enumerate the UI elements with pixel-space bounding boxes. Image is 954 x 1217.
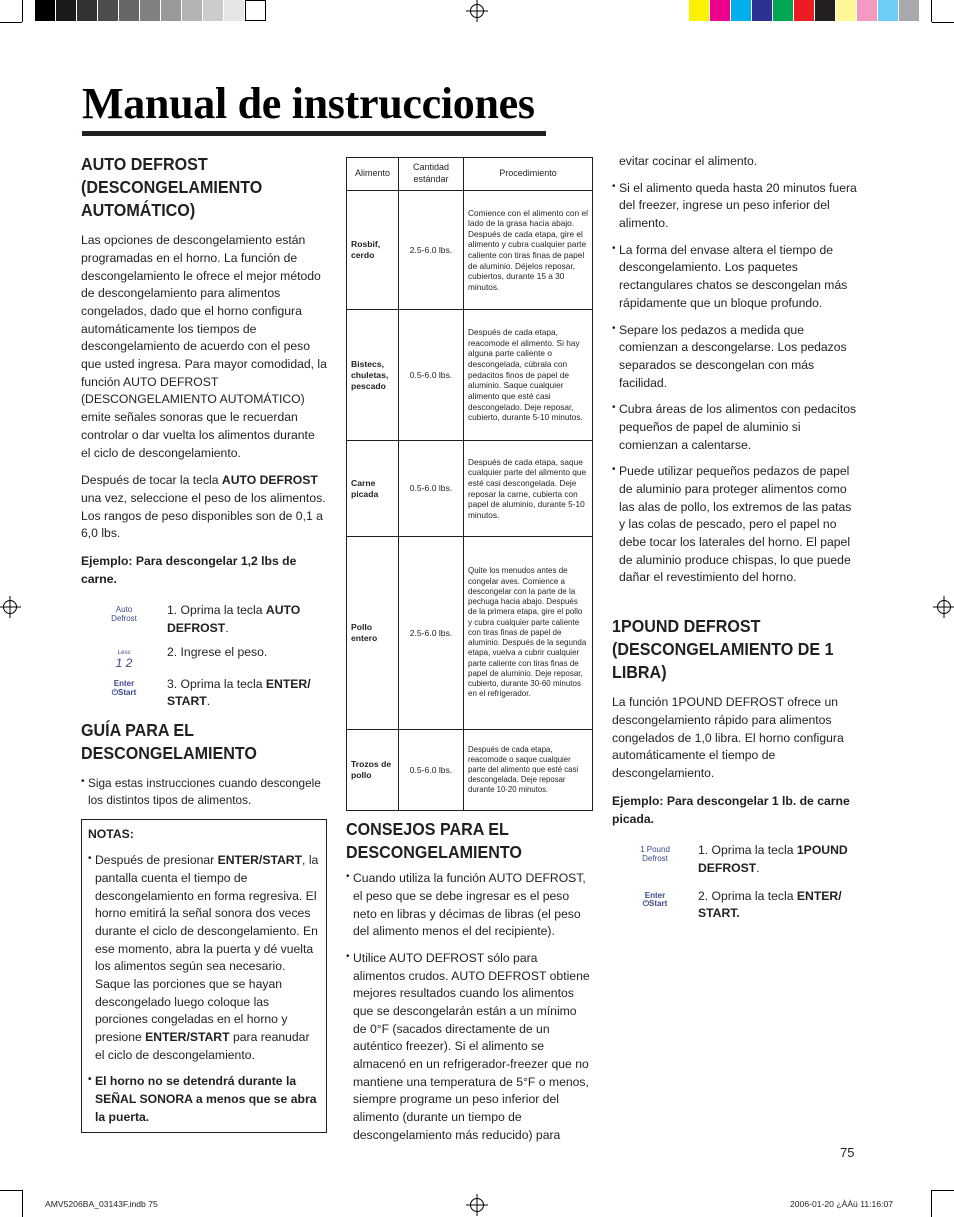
column-header: Alimento — [347, 158, 399, 191]
color-swatch — [56, 0, 77, 21]
notes-box — [81, 819, 327, 1133]
text-run: . — [225, 621, 229, 636]
registration-mark-icon — [937, 600, 951, 614]
quantity-cell: 0.5-6.0 lbs. — [399, 310, 464, 441]
food-cell: Rosbif, cerdo — [347, 191, 399, 310]
footer-file-info: AMV5206BA_03143F.indb 75 — [45, 1199, 158, 1209]
page-number: 75 — [840, 1145, 855, 1160]
auto-defrost-heading: AUTO DEFROST (DESCONGELAMIENTO AUTOMÁTICO) — [81, 154, 263, 221]
tip-continuation: evitar cocinar el alimento. — [619, 154, 758, 168]
step-3 — [81, 676, 327, 711]
color-swatch — [878, 0, 899, 21]
quantity-cell: 2.5-6.0 lbs. — [399, 191, 464, 310]
text-run: una vez, seleccione el peso de los alimentos. Los rangos de peso disponibles son de 0,1 a 6,0 lbs. — [81, 490, 326, 541]
crop-mark — [22, 1190, 23, 1217]
crop-mark — [22, 0, 23, 22]
key-label: Auto — [115, 605, 133, 615]
title-underline — [82, 131, 546, 136]
color-swatch — [857, 0, 878, 21]
quantity-cell: 2.5-6.0 lbs. — [399, 537, 464, 730]
table-row — [347, 730, 593, 811]
procedure-cell: Después de cada etapa, reacomode el alimento. Si hay alguna parte caliente o descongelada, cúbrala con pedacitos finos de papel de aluminio. Saque cualquier alimento que esté casi descongelado. Deje reposar, cubierto, durante 5-10 minutos. — [464, 310, 593, 441]
color-swatch — [140, 0, 161, 21]
color-swatch — [245, 0, 266, 21]
footer-timestamp: 2006-01-20 ¿ÀÀü 11:16:07 — [790, 1199, 894, 1209]
tip-item: • Cubra áreas de los alimentos con pedacitos pequeños de papel de aluminio si comienzan a calentarse. — [612, 401, 857, 454]
defrost-guide-table — [346, 157, 593, 811]
note-item — [88, 852, 320, 1064]
key-label-text: Start — [118, 687, 137, 697]
pound-defrost-intro: La función 1POUND DEFROST ofrece un descongelamiento rápido para alimentos congelados de 1,0 libra. El horno configura automáticamente el tiempo de descongelamiento. — [612, 695, 844, 781]
column-header: Procedimiento — [464, 158, 593, 191]
text-run: Después de tocar la tecla — [81, 473, 222, 488]
table-row — [347, 310, 593, 441]
key-label: Enter — [644, 890, 666, 900]
key-name: 1POUND DEFROST — [698, 843, 848, 875]
enter-start-key-icon — [81, 676, 167, 698]
auto-defrost-instructions — [81, 472, 327, 543]
key-label: Defrost — [642, 854, 668, 864]
text-run: 2. Oprima la tecla — [698, 888, 797, 903]
key-name: ENTER/START — [145, 1030, 230, 1045]
table-row — [347, 537, 593, 730]
step-text — [698, 888, 857, 923]
right-column — [612, 153, 857, 929]
registration-mark-icon — [3, 600, 17, 614]
color-swatch — [119, 0, 140, 21]
gray-color-bar — [35, 0, 266, 21]
key-label: 1 Pound — [640, 845, 670, 855]
key-label: Less — [117, 649, 131, 656]
text-run: 2. Ingrese el peso. — [167, 644, 268, 659]
key-name: AUTO DEFROST — [167, 603, 301, 636]
note-item: • El horno no se detendrá durante la SEÑAL SONORA a menos que se abra la puerta. — [88, 1073, 320, 1126]
food-cell: Trozos de pollo — [347, 730, 399, 811]
text-run: , la pantalla cuenta el tiempo de descongelamiento en forma regresiva. El horno emitirá la señal sonora dos veces durante el ciclo de descongelamiento. En ese momento, abra la puerta y dé vuelta los alimentos según sea necesario. Saque las porciones que se hayan descongelado luego coloque las porciones congeladas en el horno y presione — [95, 853, 319, 1045]
color-swatch — [689, 0, 710, 21]
procedure-cell: Quite los menudos antes de congelar aves. Comience a descongelar con la parte de la pechuga hacia abajo. Después de la primera etapa, gire el pollo y cubra cualquier parte caliente con tiras finas de papel de aluminio. Después de la segunda etapa, vuelva a cubrir cualquier parte caliente con tiras finas de papel de aluminio. Deje reposar, cubierto, durante 30-60 minutos en el refrigerador. — [464, 537, 593, 730]
color-swatch — [161, 0, 182, 21]
color-swatch — [77, 0, 98, 21]
tip-item: • La forma del envase altera el tiempo de descongelamiento. Los paquetes rectangulares chatos se descongelan más rápidamente que un bloque profundo. — [612, 242, 857, 313]
food-cell: Pollo entero — [347, 537, 399, 730]
pound-step-1 — [612, 842, 857, 877]
key-label: ⏻︎Start — [111, 687, 137, 697]
guide-bullet: • Siga estas instrucciones cuando descongele los distintos tipos de alimentos. — [81, 775, 327, 809]
crop-mark — [0, 22, 22, 23]
registration-mark-icon — [470, 1198, 484, 1212]
crop-mark — [931, 1190, 932, 1217]
key-label-text: Start — [649, 899, 668, 909]
color-swatch — [224, 0, 245, 21]
auto-defrost-section — [81, 153, 327, 1133]
procedure-cell: Después de cada etapa, reacomode o saque cualquier parte del alimento que esté casi descongelada. Deje reposar durante 10-20 minutos. — [464, 730, 593, 811]
key-label: 1 2 — [115, 655, 133, 670]
quantity-cell: 0.5-6.0 lbs. — [399, 730, 464, 811]
text-run: para reanudar el ciclo de descongelamiento. — [95, 1030, 310, 1062]
step-text — [698, 842, 857, 877]
step-text — [167, 644, 327, 662]
tip-item: • Puede utilizar pequeños pedazos de papel de aluminio para proteger alimentos como las alas de pollo, los extremos de las patas y las colas de pescado, pero el papel no debe tocar los laterales del horno. El papel de aluminio produce chispas, lo que puede dañar el revestimiento del horno. — [612, 463, 857, 587]
color-swatch — [35, 0, 56, 21]
color-swatch — [731, 0, 752, 21]
color-swatch — [752, 0, 773, 21]
color-swatch — [98, 0, 119, 21]
text-run: Después de presionar — [95, 853, 218, 868]
guide-heading: GUÍA PARA EL DESCONGELAMIENTO — [81, 720, 257, 764]
notes-list — [88, 852, 320, 1126]
color-swatch — [203, 0, 224, 21]
procedure-cell: Después de cada etapa, saque cualquier parte del alimento que esté casi descongelada. Deje reposar la carne, cubierta con papel de aluminio, durante 5-10 minutos. — [464, 441, 593, 537]
tips-heading: CONSEJOS PARA EL DESCONGELAMIENTO — [346, 819, 522, 863]
notes-label: NOTAS: — [88, 827, 134, 842]
registration-mark-icon — [470, 4, 484, 18]
tips-list — [346, 870, 592, 1144]
auto-defrost-example: Ejemplo: Para descongelar 1,2 lbs de carne. — [81, 553, 297, 586]
color-swatch — [815, 0, 836, 21]
key-name: ENTER/ START — [167, 676, 311, 709]
color-swatch — [899, 0, 920, 21]
column-header: Cantidad estándar — [399, 158, 464, 191]
tip-item: • Cuando utiliza la función AUTO DEFROST, el peso que se debe ingresar es el peso neto en libras y décimas de libras (el peso del alimento menos el del recipiente). — [346, 870, 592, 941]
color-swatch — [773, 0, 794, 21]
food-cell: Carne picada — [347, 441, 399, 537]
key-name: ENTER/ START. — [698, 888, 842, 921]
key-label: Enter — [113, 678, 135, 688]
text-run: . — [756, 860, 760, 875]
table-row — [347, 191, 593, 310]
pound-defrost-heading: 1POUND DEFROST (DESCONGELAMIENTO DE 1 LIBRA) — [612, 616, 834, 683]
crop-mark — [931, 0, 932, 22]
text-run: 1. Oprima la tecla — [698, 843, 797, 858]
quantity-cell: 0.5-6.0 lbs. — [399, 441, 464, 537]
food-cell: Bistecs, chuletas, pescado — [347, 310, 399, 441]
one-pound-defrost-key-icon — [612, 842, 698, 864]
step-text — [167, 676, 327, 711]
enter-start-key-icon — [612, 888, 698, 910]
crop-mark — [932, 22, 954, 23]
step-text — [167, 602, 327, 637]
number-keys-icon — [81, 644, 167, 670]
crop-mark — [0, 1190, 22, 1191]
tips-list-continued — [612, 180, 857, 587]
step-2 — [81, 644, 327, 670]
auto-defrost-intro: Las opciones de descongelamiento están programadas en el horno. La función de descongelamiento le ofrece el mejor método de descongelamiento para alimentos congelados, dado que el horno configura automáticamente los tiempos de descongelamiento de acuerdo con el peso que usted ingresa. Para mayor comodidad, la función AUTO DEFROST (DESCONGELAMIENTO AUTOMÁTICO) emite señales sonoras que le recuerdan controlar o dar vuelta los alimentos durante el ciclo de descongelamiento. — [81, 233, 327, 460]
procedure-cell: Comience con el alimento con el lado de la grasa hacia abajo. Después de cada etapa, gire el alimento y cubra cualquier parte caliente con tiras finas de papel de aluminio. Déjelos reposar, cubiertos, durante 15 a 30 minutos. — [464, 191, 593, 310]
key-name: ENTER/START — [217, 853, 303, 868]
color-swatch — [836, 0, 857, 21]
tip-item: • Si el alimento queda hasta 20 minutos fuera del freezer, ingrese un peso inferior del alimento. — [612, 180, 857, 233]
guide-list — [81, 775, 327, 809]
tip-item: • Utilice AUTO DEFROST sólo para alimentos crudos. AUTO DEFROST obtiene mejores resultados cuando los alimentos que se descongelarán están a un mínimo de 0°F (sacados directamente de un auténtico freezer). Si el alimento se almacenó en un refrigerador-freezer que no mantiene una temperatura de 5°F o menos, siempre programe un peso inferior del alimento (durante un tiempo de descongelamiento más reducido) para — [346, 950, 592, 1145]
pound-step-2 — [612, 888, 857, 923]
text-run: . — [206, 694, 211, 709]
color-swatch — [182, 0, 203, 21]
color-swatch — [710, 0, 731, 21]
tip-item: • Separe los pedazos a medida que comienzan a descongelarse. Los pedazos separados se descongelan con más facilidad. — [612, 322, 857, 393]
crop-mark — [932, 1190, 954, 1191]
table-row — [347, 441, 593, 537]
text-run: 3. Oprima la tecla — [167, 676, 266, 691]
key-label: ⏻︎Start — [642, 899, 668, 909]
table-header-row — [347, 158, 593, 191]
color-bar — [689, 0, 920, 21]
step-1 — [81, 602, 327, 637]
auto-defrost-key-icon — [81, 602, 167, 624]
text-run: 1. Oprima la tecla — [167, 603, 266, 618]
tips-section — [346, 818, 592, 1154]
pound-defrost-example: Ejemplo: Para descongelar 1 lb. de carne picada. — [612, 793, 850, 826]
key-name: AUTO DEFROST — [221, 473, 318, 488]
page-title: Manual de instrucciones — [82, 79, 535, 128]
color-swatch — [794, 0, 815, 21]
key-label: Defrost — [111, 614, 137, 624]
